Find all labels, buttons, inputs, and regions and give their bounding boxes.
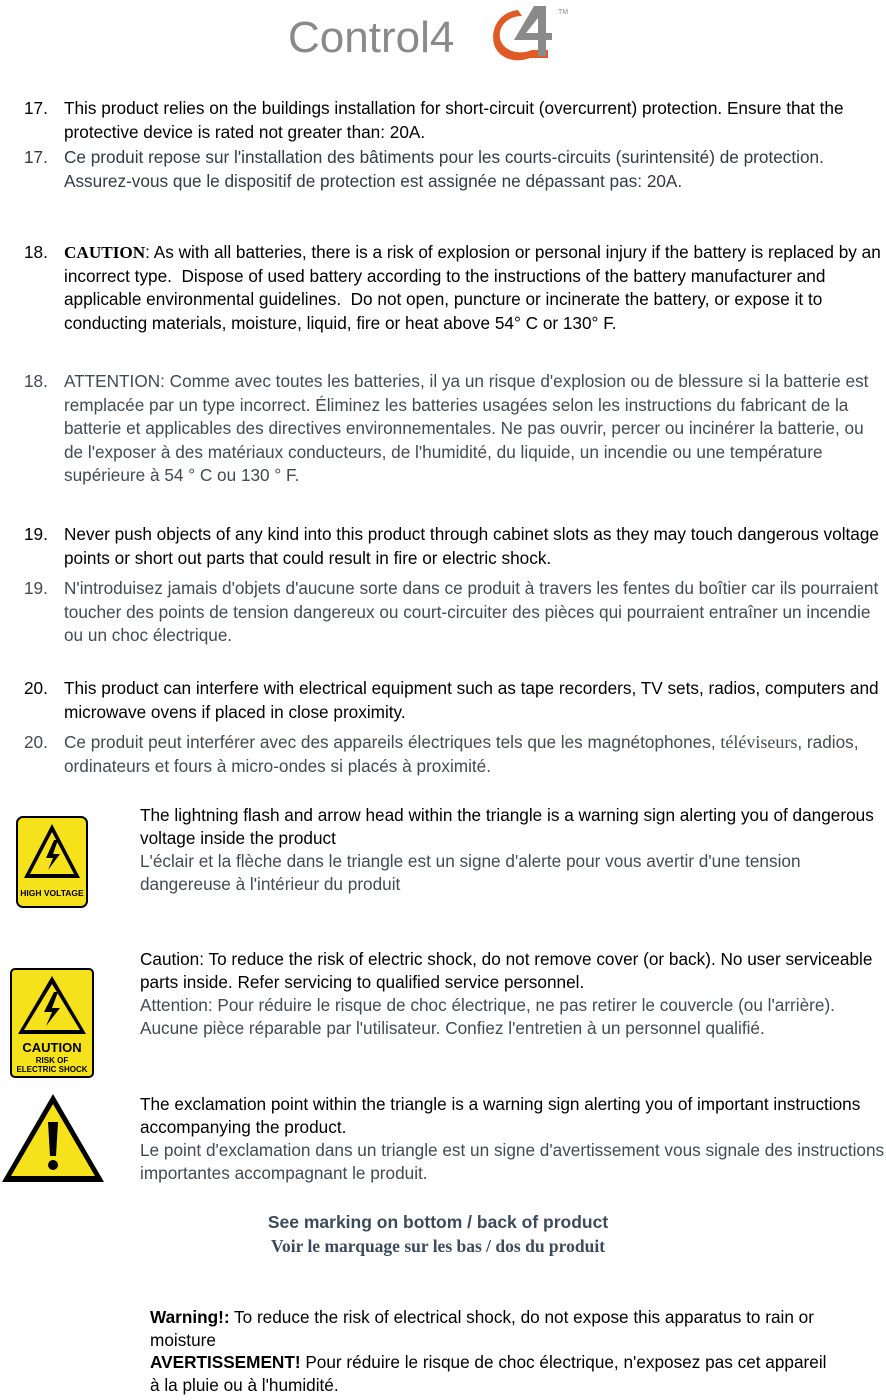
item-number: 20. [24,678,48,698]
item-19-en [24,523,886,570]
item-20-fr [24,731,886,778]
warning-block [150,1306,830,1396]
marking-note [0,1210,876,1258]
item-text: Ce produit peut interférer avec des appareils électriques tels que les magnétophones, [64,732,721,752]
caution-en: Caution: To reduce the risk of electric shock, do not remove cover (or back). No user serviceable parts inside. Refer servicing to qualified service personnel. [140,949,873,992]
exclamation-triangle-icon [0,1092,106,1184]
item-17-en [24,97,886,144]
item-20-en [24,677,886,724]
item-number: 18. [24,242,48,262]
item-number: 17. [24,147,48,167]
item-number: 17. [24,98,48,118]
item-text: Ce produit repose sur l'installation des bâtiments pour les courts-circuits (surintensité) de protection. Assurez-vous que le dispositif de protection est assignée ne dépassant pas: 20A. [64,147,828,191]
item-number: 19. [24,578,48,598]
exclamation-text [140,1093,885,1185]
control4-logo [286,0,586,68]
item-text: , radios, ordinateurs et fours à micro-ondes si placés à proximité. [64,732,864,776]
item-number: 18. [24,371,48,391]
caution-shock-icon [10,968,94,1078]
marking-en: See marking on bottom / back of product [267,1212,609,1232]
item-text: : As with all batteries, there is a risk of explosion or personal injury if the battery is replaced by an incorrect type. Dispose of used battery according to the instructions of the battery manufacturer and applicable environmental guidelines. Do not open, puncture or incinerate the battery, or expose it to conducting materials, moisture, liquid, fire or heat above 54° C or 130° F. [64,242,886,333]
logo-wordmark: Control4 [288,13,455,62]
high-voltage-sign [16,816,88,908]
item-text: ATTENTION: Comme avec toutes les batteries, il ya un risque d'explosion ou de blessure si la batterie est remplacée par un type incorrect. Éliminez les batteries usagées selon les instructions du fabricant de la batterie et applicables des directives environnementales. Ne pas ouvrir, percer ou incinérer la batterie, ou de l'exposer à des matériaux conducteurs, de l'humidité, du liquide, un incendie ou une température supérieure à 54 ° C ou 130 ° F. [64,371,874,485]
logo-tm: TM [558,9,569,16]
item-18-en [24,241,886,335]
exclamation-sign [0,1092,106,1184]
high-voltage-text [140,804,885,896]
item-18-fr [24,370,886,488]
caution-label: CAUTION [64,243,146,262]
high-voltage-icon [16,816,88,908]
marking-fr: Voir le marquage sur les bas / dos du produit [270,1236,606,1256]
item-text: This product can interfere with electrical equipment such as tape recorders, TV sets, radios, computers and microwave ovens if placed in close proximity. [64,678,884,722]
item-text: This product relies on the buildings installation for short-circuit (overcurrent) protection. Ensure that the protective device is rated not greater than: 20A. [64,98,849,142]
warning-en-label: Warning!: [150,1307,230,1327]
item-text: Never push objects of any kind into this product through cabinet slots as they may touch dangerous voltage points or short out parts that could result in fire or electric shock. [64,524,884,568]
item-17-fr [24,146,886,193]
caution-sign-label: CAUTION [22,1040,82,1055]
control4-logo-graphic [286,0,586,68]
caution-fr: Attention: Pour réduire le risque de choc électrique, ne pas retirer le couvercle (ou l'arrière). Aucune pièce réparable par l'utilisateur. Confiez l'entretien à un personnel qualifié. [140,995,835,1038]
caution-sign [10,968,94,1078]
caution-sign-sub1: RISK OF [35,1056,69,1065]
item-text-serif: téléviseurs [720,732,798,752]
high-voltage-fr: L'éclair et la flèche dans le triangle est un signe d'alerte pour vous avertir d'une tension dangereuse à l'intérieur du produit [140,851,801,894]
exclamation-fr: Le point d'exclamation dans un triangle est un signe d'avertissement vous signale des instructions importantes accompagnant le produit. [140,1140,885,1183]
warning-fr: Pour réduire le risque de choc électrique, n'exposez pas cet appareil à la pluie ou à l'humidité. [150,1352,827,1395]
item-number: 20. [24,732,48,752]
warning-fr-label: AVERTISSEMENT! [150,1352,301,1372]
caution-text [140,948,885,1040]
exclamation-en: The exclamation point within the triangle is a warning sign alerting you of important instructions accompanying the product. [140,1094,861,1137]
high-voltage-en: The lightning flash and arrow head within the triangle is a warning sign alerting you of dangerous voltage inside the product [140,805,874,848]
item-text: N'introduisez jamais d'objets d'aucune sorte dans ce produit à travers les fentes du boîtier car ils pourraient toucher des points de tension dangereux ou court-circuiter des pièces qui pourraient entraîner un incendie ou un choc électrique. [64,578,884,645]
high-voltage-label: HIGH VOLTAGE [20,888,84,898]
item-19-fr [24,577,886,648]
item-number: 19. [24,524,48,544]
caution-sign-sub2: ELECTRIC SHOCK [16,1065,88,1074]
warning-en: To reduce the risk of electrical shock, do not expose this apparatus to rain or moisture [150,1307,814,1350]
